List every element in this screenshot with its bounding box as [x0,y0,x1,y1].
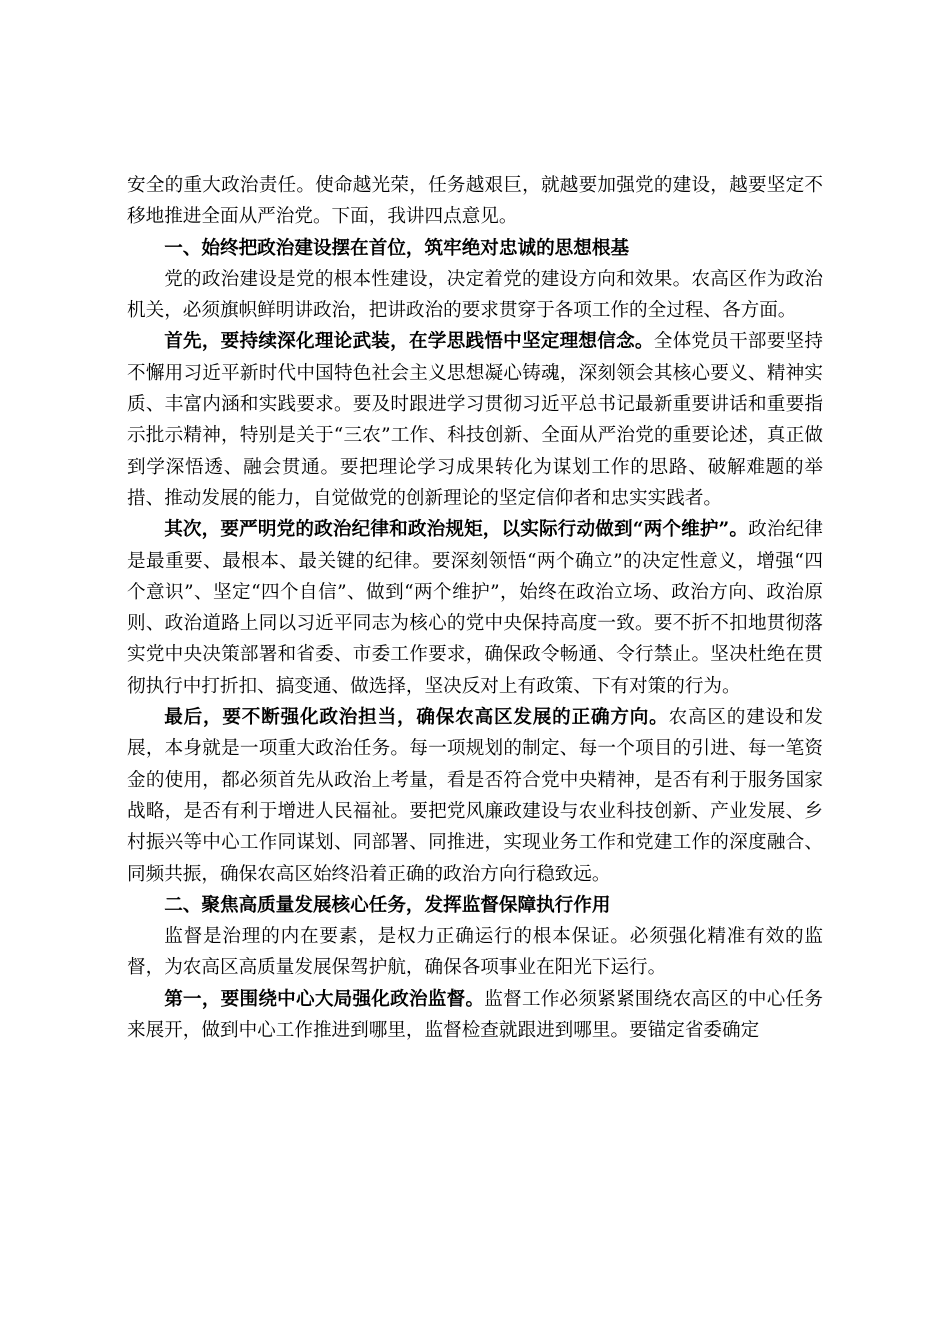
paragraph-text: 安全的重大政治责任。使命越光荣，任务越艰巨，就越要加强党的建设，越要坚定不移地推进全面从严治党。下面，我讲四点意见。 [127,175,823,228]
lead-paragraph-first-point [127,984,823,1047]
paragraph-text: 监督是治理的内在要素，是权力正确运行的根本保证。必须强化精准有效的监督，为农高区高质量发展保驾护航，确保各项事业在阳光下运行。 [127,926,823,979]
paragraph-text: 政治纪律是最重要、最根本、最关键的纪律。要深刻领悟“两个确立”的决定性意义，增强“四个意识”、坚定“四个自信”、做到“两个维护”，始终在政治立场、政治方向、政治原则、政治道路上同以习近平同志为核心的党中央保持高度一致。要不折不扣地贯彻落实党中央决策部署和省委、市委工作要求，确保政令畅通、令行禁止。坚决杜绝在贯彻执行中打折扣、搞变通、做选择，坚决反对上有政策、下有对策的行为。 [127,519,823,697]
paragraph-text: 党的政治建设是党的根本性建设，决定着党的建设方向和效果。农高区作为政治机关，必须旗帜鲜明讲政治，把讲政治的要求贯穿于各项工作的全过程、各方面。 [127,268,823,322]
paragraph-lead: 最后，要不断强化政治担当，确保农高区发展的正确方向。 [164,707,669,729]
heading-text: 一、始终把政治建设摆在首位，筑牢绝对忠诚的思想根基 [164,237,630,259]
body-paragraph [127,264,823,327]
paragraph-lead: 第一，要围绕中心大局强化政治监督。 [164,988,485,1010]
body-paragraph [127,921,823,984]
paragraph-text: 全体党员干部要坚持不懈用习近平新时代中国特色社会主义思想凝心铸魂，深刻领会其核心要义、精神实质、丰富内涵和实践要求。要及时跟进学习贯彻习近平总书记最新重要讲话和重要指示批示精神，特别是关于“三农”工作、科技创新、全面从严治党的重要论述，真正做到学深悟透、融会贯通。要把理论学习成果转化为谋划工作的思路、破解难题的举措、推动发展的能力，自觉做党的创新理论的坚定信仰者和忠实实践者。 [127,331,823,509]
paragraph-text: 监督工作必须紧紧围绕农高区的中心任务来展开，做到中心工作推进到哪里，监督检查就跟进到哪里。要锚定省委确定 [127,988,823,1042]
section-heading-2 [127,890,823,921]
heading-text: 二、聚焦高质量发展核心任务，发挥监督保障执行作用 [164,894,611,916]
continuation-paragraph [127,170,823,233]
lead-paragraph-first [127,326,823,514]
lead-paragraph-second [127,514,823,702]
lead-paragraph-last [127,702,823,890]
document-body [127,170,823,1046]
paragraph-text: 农高区的建设和发展，本身就是一项重大政治任务。每一项规划的制定、每一个项目的引进、每一笔资金的使用，都必须首先从政治上考量，看是否符合党中央精神，是否有利于服务国家战略，是否有利于增进人民福祉。要把党风廉政建设与农业科技创新、产业发展、乡村振兴等中心工作同谋划、同部署、同推进，实现业务工作和党建工作的深度融合、同频共振，确保农高区始终沿着正确的政治方向行稳致远。 [127,707,823,885]
paragraph-lead: 首先，要持续深化理论武装，在学思践悟中坚定理想信念。 [164,331,654,353]
section-heading-1 [127,233,823,264]
paragraph-lead: 其次，要严明党的政治纪律和政治规矩，以实际行动做到“两个维护”。 [164,519,749,541]
